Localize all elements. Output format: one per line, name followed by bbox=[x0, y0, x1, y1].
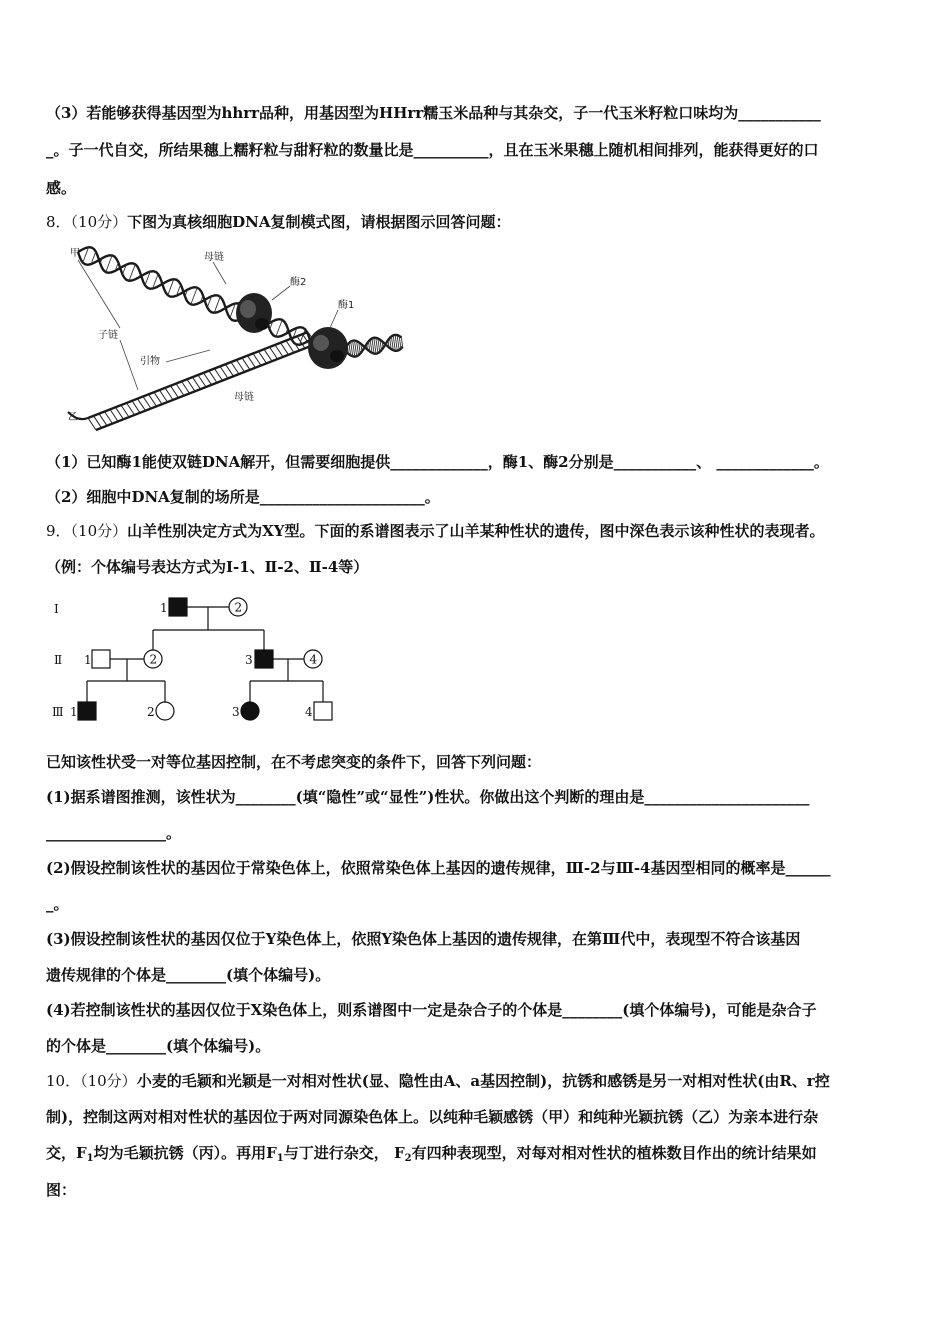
q8-sub-2: （2）细胞中DNA复制的场所是______________________。 bbox=[46, 488, 440, 506]
pedigree-lines bbox=[87, 607, 323, 702]
q9-sub-1-line-1: (1)据系谱图推测，该性状为________(填“隐性”或“显性”)性状。你做出这个判断的理由是______________________ bbox=[46, 788, 810, 806]
q10-subscript-f1: 1 bbox=[86, 1153, 94, 1164]
ladder-rung bbox=[226, 364, 234, 376]
individual-II-3-number: 3 bbox=[245, 653, 253, 667]
base-pair-rung bbox=[397, 335, 399, 350]
ladder-rung bbox=[154, 392, 162, 404]
ladder-rung bbox=[281, 343, 289, 355]
label-parent-strand-bottom: 母链 bbox=[234, 392, 254, 403]
q10-subscript-f1-second: 1 bbox=[276, 1153, 284, 1164]
q7-line-2: _。子一代自交，所结果穗上糯籽粒与甜籽粒的数量比是__________，且在玉米果穗上随机相间排列，能获得更好的口 bbox=[46, 141, 819, 159]
ladder-rung bbox=[253, 354, 261, 366]
q9-stem: 山羊性别决定方式为XY型。下面的系谱图表示了山羊某种性状的遗传，图中深色表示该种性状的表现者。 bbox=[127, 522, 825, 540]
ladder-rung bbox=[116, 407, 124, 419]
individual-II-2-number: 2 bbox=[149, 652, 158, 667]
ladder-rung bbox=[264, 349, 272, 361]
ladder-rung bbox=[88, 418, 96, 430]
q9-sub-2-line-1: (2)假设控制该性状的基因位于常染色体上，依照常染色体上基因的遗传规律，Ⅲ-2与Ⅲ-4基因型相同的概率是______ bbox=[46, 859, 831, 877]
ladder-rung bbox=[105, 412, 113, 424]
individual-II-3-affected-male bbox=[255, 650, 273, 668]
ladder-rung bbox=[204, 373, 212, 385]
base-pair-rung bbox=[351, 342, 353, 357]
individual-II-4-number: 4 bbox=[309, 652, 318, 667]
q10-number: 10． bbox=[46, 1072, 81, 1090]
ladder-rung bbox=[94, 416, 102, 428]
generation-label-1: Ⅰ bbox=[54, 602, 59, 616]
individual-III-2-female bbox=[156, 702, 174, 720]
ladder-rung bbox=[143, 397, 151, 409]
ladder-rung bbox=[138, 399, 146, 411]
label-parent-strand-top: 母链 bbox=[204, 252, 224, 263]
ladder-rung bbox=[187, 379, 195, 391]
individual-II-1-male bbox=[92, 650, 110, 668]
individual-I-1-number: 1 bbox=[160, 601, 168, 615]
ladder-rung bbox=[215, 369, 223, 381]
base-pair-rung bbox=[376, 338, 378, 353]
label-enzyme-1: 酶1 bbox=[338, 300, 355, 311]
individual-III-2-number: 2 bbox=[147, 705, 155, 719]
q9-intro: 已知该性状受一对等位基因控制，在不考虑突变的条件下，回答下列问题： bbox=[46, 753, 542, 771]
base-pair-rung bbox=[191, 288, 197, 305]
individual-I-2-number: 2 bbox=[234, 600, 243, 615]
q9-sub-3-line-2: 遗传规律的个体是________(填个体编号)。 bbox=[46, 966, 331, 984]
ladder-rung bbox=[248, 356, 256, 368]
q8-sub-1: （1）已知酶1能使双链DNA解开，但需要细胞提供_____________，酶1、酶2分别是___________、 _____________。 bbox=[46, 453, 829, 471]
q8-heading bbox=[46, 212, 511, 232]
q9-sub-1-line-2: ________________。 bbox=[46, 824, 182, 842]
generation-label-2: Ⅱ bbox=[54, 653, 63, 667]
q10-subscript-f2: 2 bbox=[404, 1153, 412, 1164]
individual-III-4-male bbox=[314, 702, 332, 720]
ladder-rung bbox=[198, 375, 206, 387]
q10-line-3-part-d: 有四种表现型，对每对相对性状的植株数目作出的统计结果如 bbox=[411, 1144, 817, 1162]
helix-strand-b bbox=[78, 247, 310, 340]
ladder-rung bbox=[110, 409, 118, 421]
label-jia: 甲 bbox=[70, 248, 80, 259]
ladder-rung bbox=[160, 390, 168, 402]
label-yi: 乙 bbox=[68, 412, 78, 423]
individual-I-1-affected-male bbox=[169, 598, 187, 616]
q10-line-3-part-c: 与丁进行杂交， F bbox=[283, 1144, 405, 1162]
base-pair-rung bbox=[401, 337, 402, 346]
q9-sub-4-line-1: (4)若控制该性状的基因仅位于X染色体上，则系谱图中一定是杂合子的个体是________(填个体编号)，可能是杂合子 bbox=[46, 1001, 817, 1019]
ladder-rung bbox=[165, 388, 173, 400]
q10-line-2: 制)，控制这两对相对性状的基因位于两对同源染色体上。以纯种毛颖感锈（甲）和纯种光颖抗锈（乙）为亲本进行杂 bbox=[46, 1108, 819, 1126]
ladder-rung bbox=[259, 351, 267, 363]
q8-stem: 下图为真核细胞DNA复制模式图，请根据图示回答问题： bbox=[127, 213, 511, 231]
q10-score: （10分） bbox=[80, 1072, 137, 1090]
individual-III-3-number: 3 bbox=[232, 705, 240, 719]
q7-line-3: 感。 bbox=[46, 179, 77, 197]
q9-sub-3-line-1: (3)假设控制该性状的基因仅位于Y染色体上，依照Y染色体上基因的遗传规律，在第Ⅲ代中，表现型不符合该基因 bbox=[46, 930, 801, 948]
q9-score: （10分） bbox=[70, 522, 128, 540]
label-primer: 引物 bbox=[140, 356, 160, 367]
lower-daughter-duplex bbox=[68, 332, 316, 430]
ladder-rung bbox=[121, 405, 129, 417]
individual-III-1-number: 1 bbox=[70, 705, 78, 719]
q9-heading bbox=[46, 521, 825, 541]
ladder-rung bbox=[270, 347, 278, 359]
dna-replication-figure bbox=[58, 240, 408, 440]
individual-II-1-number: 1 bbox=[84, 653, 92, 667]
ladder-rung bbox=[220, 366, 228, 378]
q10-line-3 bbox=[46, 1143, 817, 1163]
q10-heading bbox=[46, 1071, 830, 1091]
q7-line-1: （3）若能够获得基因型为hhrr品种，用基因型为HHrr糯玉米品种与其杂交，子一代玉米籽粒口味均为___________ bbox=[46, 104, 821, 122]
ladder-rung bbox=[176, 384, 184, 396]
pedigree-chart bbox=[40, 588, 360, 728]
right-parental-helix bbox=[344, 335, 403, 357]
q9-example: （例：个体编号表达方式为Ⅰ-1、Ⅱ-2、Ⅱ-4等） bbox=[46, 558, 369, 576]
ladder-rung bbox=[127, 403, 135, 415]
ladder-rung bbox=[237, 360, 245, 372]
base-pair-rung bbox=[129, 264, 135, 281]
ladder-rung bbox=[99, 414, 107, 426]
q8-score: （10分） bbox=[70, 213, 128, 231]
base-pair-rung bbox=[372, 339, 374, 354]
individual-III-1-affected-male bbox=[78, 702, 96, 720]
ladder-rung bbox=[182, 381, 190, 393]
q10-line-4: 图： bbox=[46, 1181, 77, 1199]
ladder-rung bbox=[149, 394, 157, 406]
generation-label-3: Ⅲ bbox=[52, 705, 64, 719]
label-daughter-strand: 子链 bbox=[98, 330, 118, 341]
q10-line-1: 小麦的毛颖和光颖是一对相对性状(显、隐性由A、a基因控制)，抗锈和感锈是另一对相对性状(由R、r控 bbox=[136, 1072, 830, 1090]
enzyme-1-shape bbox=[308, 327, 348, 369]
ladder-rung bbox=[209, 371, 217, 383]
q9-number: 9． bbox=[46, 522, 71, 540]
ladder-rung bbox=[193, 377, 201, 389]
enzyme-2-shape bbox=[236, 293, 272, 333]
q8-number: 8． bbox=[46, 213, 71, 231]
q9-sub-2-line-2: _。 bbox=[46, 895, 69, 913]
label-enzyme-2: 酶2 bbox=[290, 277, 307, 288]
ladder-rung bbox=[171, 386, 179, 398]
base-pair-rung bbox=[363, 346, 364, 349]
q9-sub-4-line-2: 的个体是________(填个体编号)。 bbox=[46, 1037, 271, 1055]
ladder-rung bbox=[275, 345, 283, 357]
q10-line-3-part-a: 交，F bbox=[46, 1144, 87, 1162]
base-pair-rung bbox=[106, 255, 112, 272]
ladder-rung bbox=[242, 358, 250, 370]
q10-line-3-part-b: 均为毛颖抗锈（丙）。再用F bbox=[93, 1144, 277, 1162]
base-pair-rung bbox=[276, 320, 282, 337]
ladder-rung bbox=[231, 362, 239, 374]
individual-III-3-affected-female bbox=[241, 702, 259, 720]
ladder-rung bbox=[132, 401, 140, 413]
individual-III-4-number: 4 bbox=[305, 705, 313, 719]
